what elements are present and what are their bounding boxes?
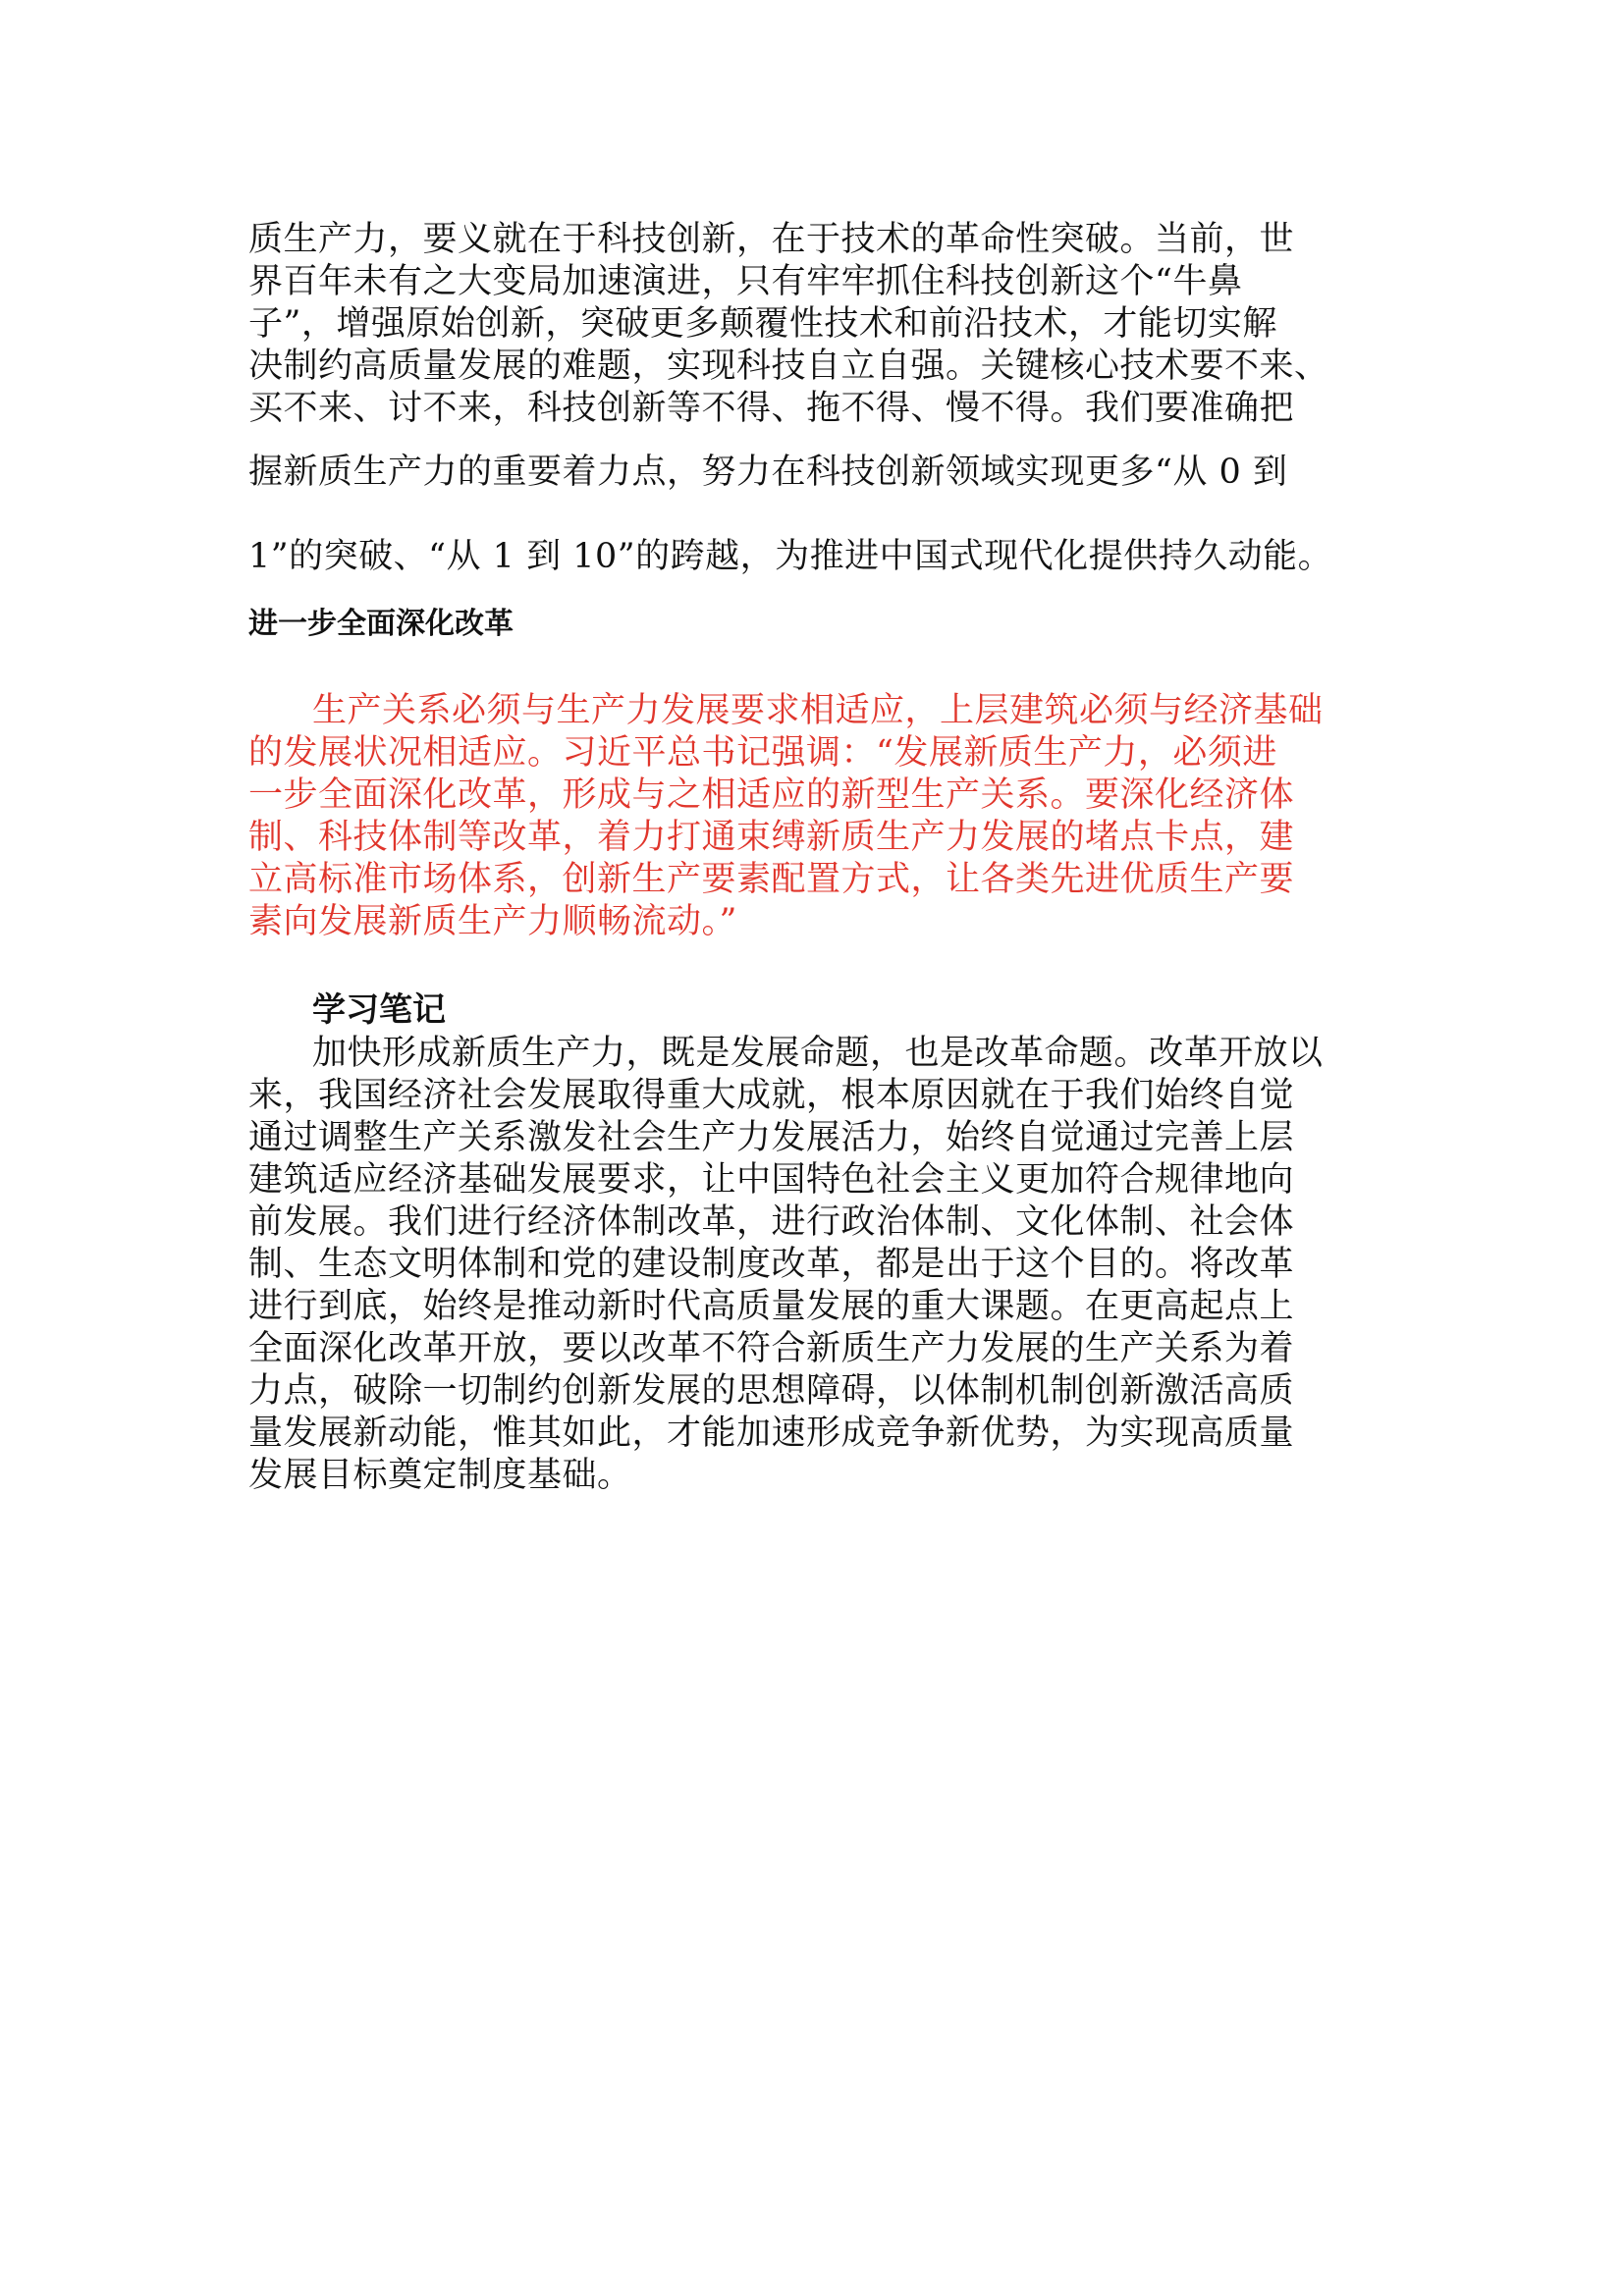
notes-line: 进行到底，始终是推动新时代高质量发展的重大课题。在更高起点上 bbox=[248, 1287, 1295, 1326]
notes-line: 建筑适应经济基础发展要求，让中国特色社会主义更加符合规律地向 bbox=[248, 1160, 1295, 1200]
notes-heading: 学习笔记 bbox=[312, 990, 446, 1030]
quote-line: 生产关系必须与生产力发展要求相适应，上层建筑必须与经济基础 bbox=[312, 691, 1324, 730]
notes-line: 量发展新动能，惟其如此，才能加速形成竞争新优势，为实现高质量 bbox=[248, 1414, 1295, 1453]
quote-line: 制、科技体制等改革，着力打通束缚新质生产力发展的堵点卡点，建 bbox=[248, 818, 1295, 857]
notes-line: 全面深化改革开放，要以改革不符合新质生产力发展的生产关系为着 bbox=[248, 1329, 1295, 1368]
notes-line: 制、生态文明体制和党的建设制度改革，都是出于这个目的。将改革 bbox=[248, 1245, 1295, 1284]
section-heading: 进一步全面深化改革 bbox=[248, 607, 514, 641]
notes-line: 通过调整生产关系激发社会生产力发展活力，始终自觉通过完善上层 bbox=[248, 1118, 1295, 1157]
notes-line: 来，我国经济社会发展取得重大成就，根本原因就在于我们始终自觉 bbox=[248, 1076, 1295, 1115]
paragraph-line: 买不来、讨不来，科技创新等不得、拖不得、慢不得。我们要准确把 bbox=[248, 389, 1295, 428]
notes-line: 前发展。我们进行经济体制改革，进行政治体制、文化体制、社会体 bbox=[248, 1202, 1295, 1242]
paragraph-line: 界百年未有之大变局加速演进，只有牢牢抓住科技创新这个“牛鼻 bbox=[248, 262, 1243, 301]
notes-line: 力点，破除一切制约创新发展的思想障碍，以体制机制创新激活高质 bbox=[248, 1371, 1295, 1411]
paragraph-line: 握新质生产力的重要着力点，努力在科技创新领域实现更多“从 0 到 bbox=[248, 453, 1288, 492]
paragraph-line: 质生产力，要义就在于科技创新，在于技术的革命性突破。当前，世 bbox=[248, 220, 1295, 259]
quote-line: 的发展状况相适应。习近平总书记强调：“发展新质生产力，必须进 bbox=[248, 733, 1277, 773]
paragraph-line: 决制约高质量发展的难题，实现科技自立自强。关键核心技术要不来、 bbox=[248, 347, 1329, 386]
quote-line: 立高标准市场体系，创新生产要素配置方式，让各类先进优质生产要 bbox=[248, 860, 1295, 899]
paragraph-line: 1”的突破、“从 1 到 10”的跨越，为推进中国式现代化提供持久动能。 bbox=[248, 537, 1333, 576]
quote-line: 一步全面深化改革，形成与之相适应的新型生产关系。要深化经济体 bbox=[248, 775, 1295, 815]
quote-line: 素向发展新质生产力顺畅流动。” bbox=[248, 902, 737, 941]
notes-line: 发展目标奠定制度基础。 bbox=[248, 1456, 632, 1495]
notes-line: 加快形成新质生产力，既是发展命题，也是改革命题。改革开放以 bbox=[312, 1034, 1324, 1073]
paragraph-line: 子”，增强原始创新，突破更多颠覆性技术和前沿技术，才能切实解 bbox=[248, 304, 1277, 344]
